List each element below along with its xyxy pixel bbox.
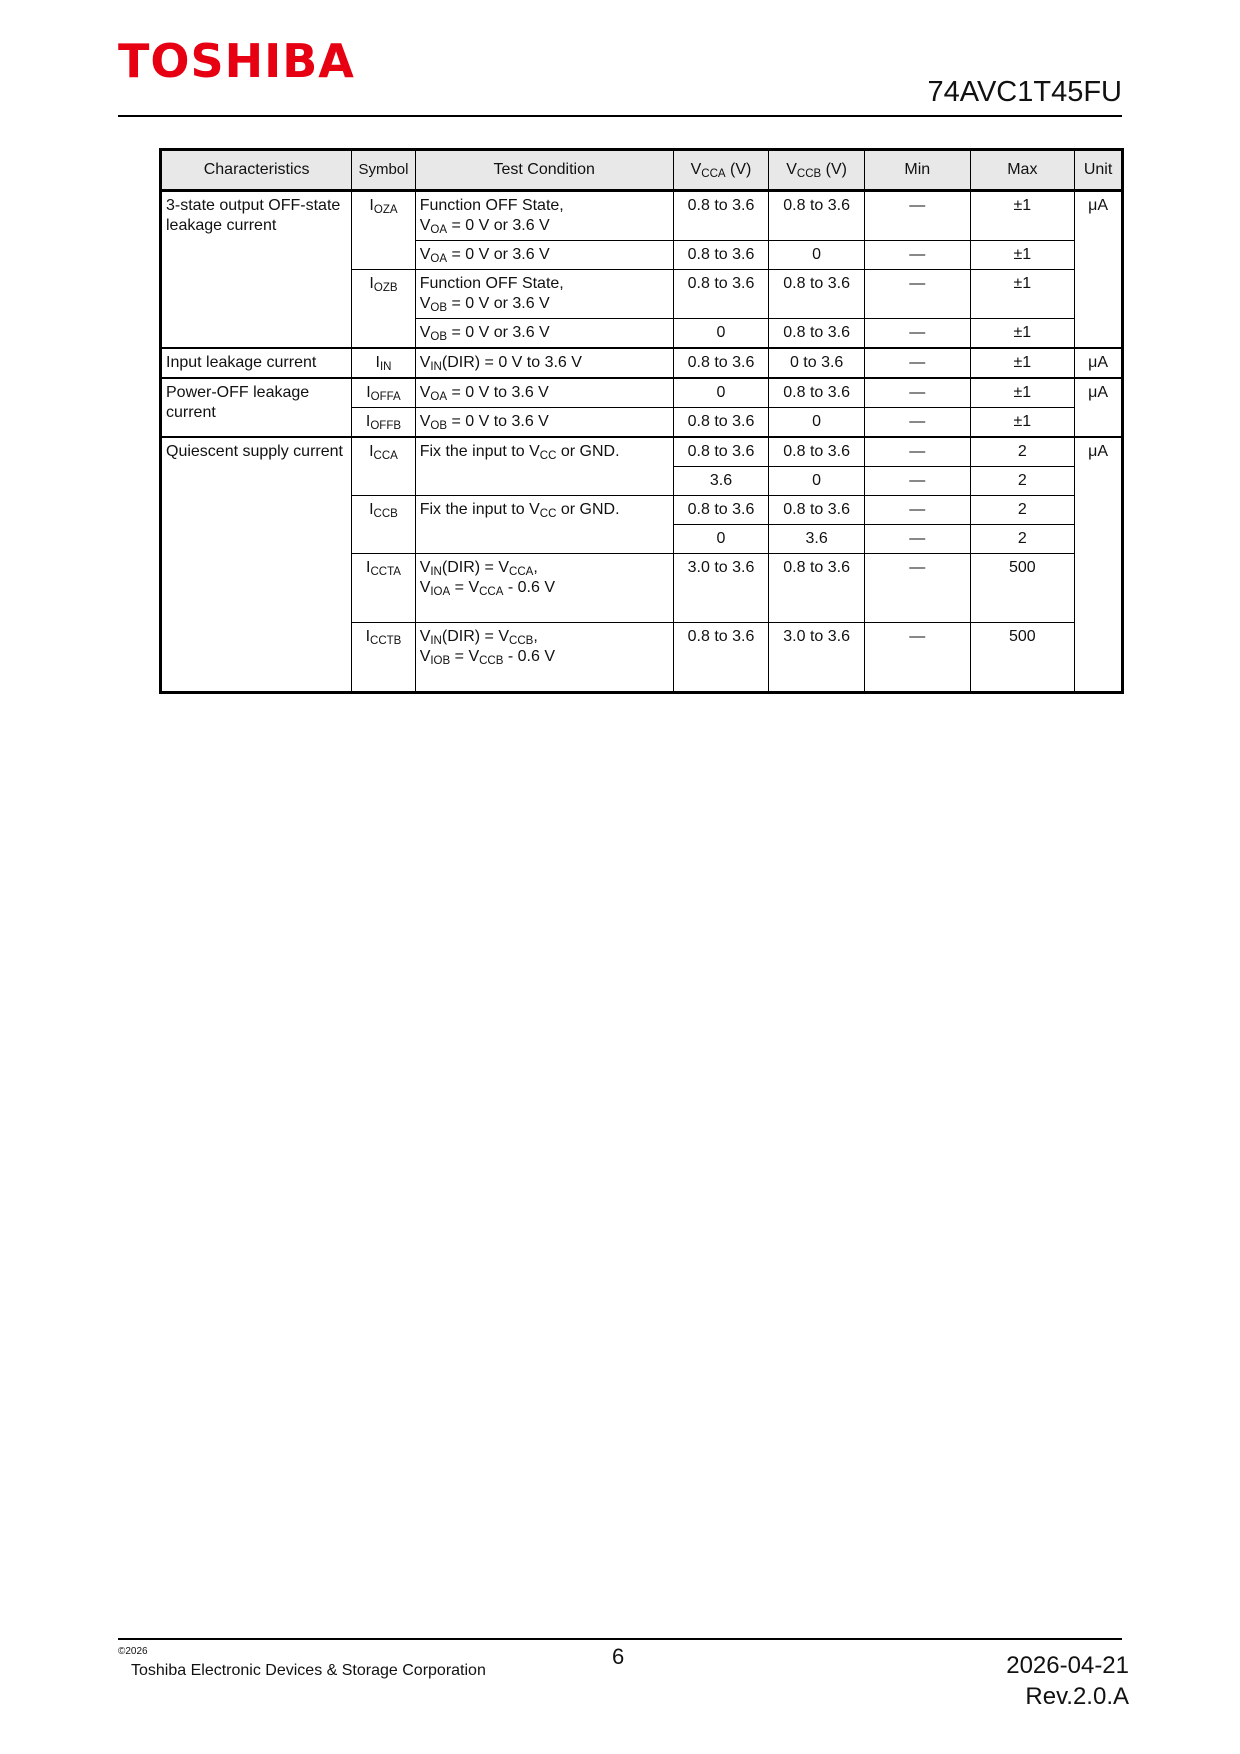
header-vccb: $V_{CCB}$ (V) [769,150,865,191]
vccb-cell: 3.6 [769,525,865,554]
test-condition-cell: Fix the input to $V_{CC}$ or GND. [415,496,673,554]
table-header-row [161,150,1123,191]
test-condition-cell: $V_{IN}(DIR) = V_{CCA}$, $V_{IOA} = V_{CCA} - 0.6$ V [415,554,673,623]
symbol-cell: $I_{OFFA}$ [352,378,415,408]
vcca-cell: 0 [673,378,769,408]
min-cell: — [864,525,970,554]
vccb-cell: 0 [769,467,865,496]
header-vcca: $V_{CCA}$ (V) [673,150,769,191]
test-condition-cell: $V_{IN}(DIR) = 0$ V to 3.6 V [415,348,673,378]
min-cell: — [864,467,970,496]
test-condition-cell: $V_{OB} = 0$ V or 3.6 V [415,319,673,349]
max-cell: ±1 [970,241,1075,270]
characteristic-cell: Input leakage current [161,348,352,378]
characteristic-cell: Quiescent supply current [161,437,352,693]
vccb-cell: 0 [769,241,865,270]
vcca-cell: 0.8 to 3.6 [673,348,769,378]
characteristic-cell: Power-OFF leakage current [161,378,352,437]
unit-cell: μA [1075,191,1123,349]
table-row [161,191,1123,241]
toshiba-logo: TOSHIBA [118,34,355,88]
min-cell: — [864,270,970,319]
electrical-characteristics-table [159,148,1124,694]
max-cell: 500 [970,554,1075,623]
vcca-cell: 0 [673,319,769,349]
page-number: 6 [612,1644,625,1669]
header-max: Max [970,150,1075,191]
min-cell: — [864,348,970,378]
vccb-cell: 0.8 to 3.6 [769,191,865,241]
max-cell: ±1 [970,319,1075,349]
vccb-cell: 0 [769,408,865,438]
vcca-cell: 3.6 [673,467,769,496]
min-cell: — [864,623,970,693]
test-condition-cell: $V_{OB} = 0$ V to 3.6 V [415,408,673,438]
header-min: Min [864,150,970,191]
max-cell: ±1 [970,270,1075,319]
vcca-cell: 0.8 to 3.6 [673,270,769,319]
header-divider [118,115,1122,117]
symbol-cell: $I_{CCB}$ [352,496,415,554]
min-cell: — [864,241,970,270]
document-date: 2026-04-21 [1006,1652,1129,1679]
vccb-cell: 0.8 to 3.6 [769,437,865,467]
test-condition-cell: $V_{OA} = 0$ V or 3.6 V [415,241,673,270]
header-test-condition: Test Condition [415,150,673,191]
vcca-cell: 3.0 to 3.6 [673,554,769,623]
max-cell: 2 [970,525,1075,554]
header-characteristics: Characteristics [161,150,352,191]
vcca-cell: 0.8 to 3.6 [673,496,769,525]
min-cell: — [864,554,970,623]
max-cell: ±1 [970,348,1075,378]
symbol-cell: $I_{OZA}$ [352,191,415,270]
min-cell: — [864,378,970,408]
vccb-cell: 0.8 to 3.6 [769,378,865,408]
vccb-cell: 0.8 to 3.6 [769,496,865,525]
min-cell: — [864,191,970,241]
symbol-cell: $I_{OZB}$ [352,270,415,349]
max-cell: 500 [970,623,1075,693]
vccb-cell: 0.8 to 3.6 [769,270,865,319]
vcca-cell: 0.8 to 3.6 [673,408,769,438]
min-cell: — [864,408,970,438]
unit-cell: μA [1075,437,1123,693]
test-condition-cell: Function OFF State, $V_{OA} = 0$ V or 3.6 V [415,191,673,241]
header-unit: Unit [1075,150,1123,191]
vccb-cell: 0 to 3.6 [769,348,865,378]
document-revision: Rev.2.0.A [1025,1683,1129,1710]
test-condition-cell: $V_{IN}(DIR) = V_{CCB}$, $V_{IOB} = V_{CCB} - 0.6$ V [415,623,673,693]
unit-cell: μA [1075,378,1123,437]
min-cell: — [864,437,970,467]
max-cell: 2 [970,467,1075,496]
test-condition-cell: $V_{OA} = 0$ V to 3.6 V [415,378,673,408]
max-cell: ±1 [970,191,1075,241]
symbol-cell: $I_{CCTB}$ [352,623,415,693]
max-cell: ±1 [970,408,1075,438]
table-row [161,437,1123,467]
vcca-cell: 0.8 to 3.6 [673,241,769,270]
vcca-cell: 0.8 to 3.6 [673,437,769,467]
unit-cell: μA [1075,348,1123,378]
symbol-cell: $I_{IN}$ [352,348,415,378]
min-cell: — [864,319,970,349]
symbol-cell: $I_{OFFB}$ [352,408,415,438]
characteristic-cell: 3-state output OFF-state leakage current [161,191,352,349]
test-condition-cell: Function OFF State, $V_{OB} = 0$ V or 3.6 V [415,270,673,319]
header-symbol: Symbol [352,150,415,191]
test-condition-cell: Fix the input to $V_{CC}$ or GND. [415,437,673,496]
max-cell: 2 [970,437,1075,467]
vccb-cell: 0.8 to 3.6 [769,319,865,349]
max-cell: 2 [970,496,1075,525]
vccb-cell: 3.0 to 3.6 [769,623,865,693]
vcca-cell: 0 [673,525,769,554]
min-cell: — [864,496,970,525]
company-name: Toshiba Electronic Devices & Storage Corporation [131,1662,486,1679]
vccb-cell: 0.8 to 3.6 [769,554,865,623]
symbol-cell: $I_{CCA}$ [352,437,415,496]
table-row [161,378,1123,408]
vcca-cell: 0.8 to 3.6 [673,623,769,693]
vcca-cell: 0.8 to 3.6 [673,191,769,241]
footer-divider [118,1638,1122,1640]
max-cell: ±1 [970,378,1075,408]
part-number: 74AVC1T45FU [927,76,1122,108]
symbol-cell: $I_{CCTA}$ [352,554,415,623]
copyright: ©2026 [118,1646,148,1657]
table-row [161,348,1123,378]
